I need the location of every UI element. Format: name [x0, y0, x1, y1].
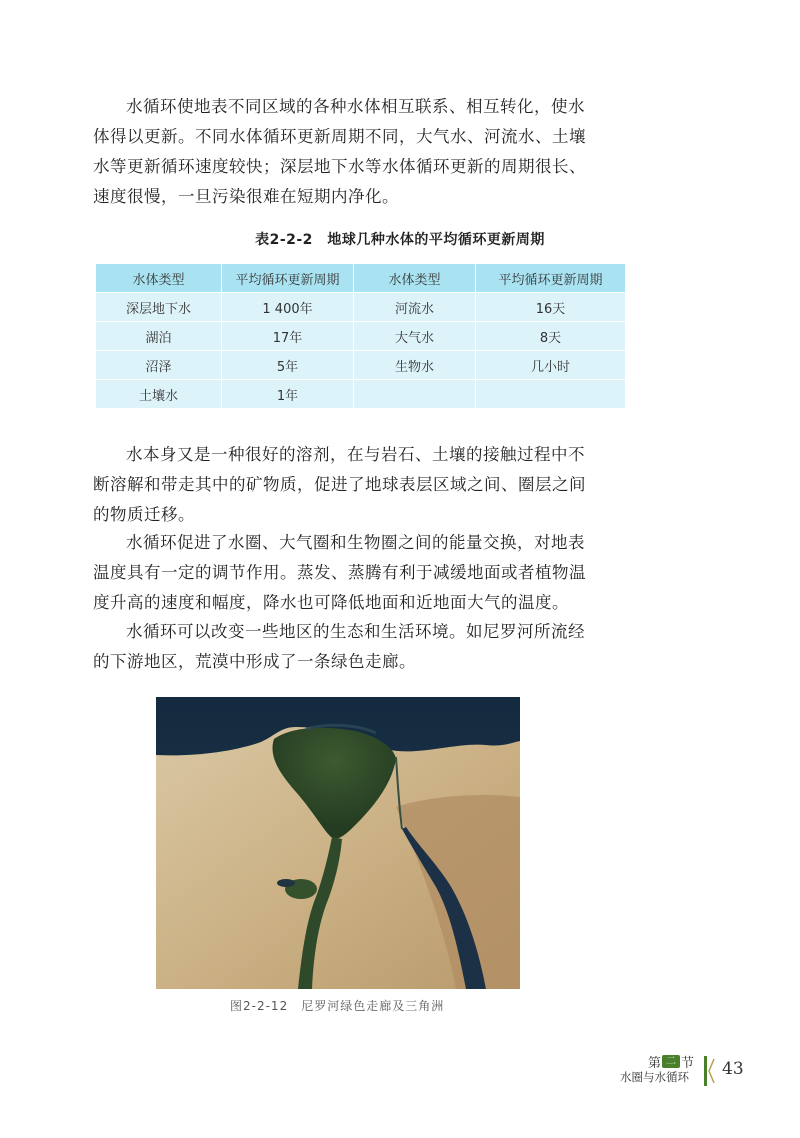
table-cell — [354, 380, 476, 409]
section-suffix: 节 — [681, 1056, 695, 1071]
table-row — [96, 293, 626, 322]
table-cell: 沼泽 — [96, 351, 222, 380]
table-header: 水体类型 — [96, 264, 222, 293]
section-subtitle: 水圈与水循环 — [620, 1070, 689, 1084]
table-cell: 生物水 — [354, 351, 476, 380]
table-title: 表2-2-2 地球几种水体的平均循环更新周期 — [255, 232, 545, 248]
paragraph-energy-exchange: 水循环促进了水圈、大气圈和生物圈之间的能量交换，对地表温度具有一定的调节作用。蒸发、蒸腾有利于减缓地面或者植物温度升高的速度和幅度，降水也可降低地面和近地面大气的温度。 — [93, 533, 586, 612]
footer-chevron-icon — [704, 1056, 716, 1086]
section-prefix: 第 — [648, 1056, 662, 1071]
table-header: 平均循环更新周期 — [476, 264, 626, 293]
table-cell: 17年 — [222, 322, 354, 351]
table-cell: 5年 — [222, 351, 354, 380]
page-number: 43 — [722, 1059, 744, 1079]
page-footer — [600, 1052, 750, 1092]
table-cell: 河流水 — [354, 293, 476, 322]
table-cell: 16天 — [476, 293, 626, 322]
nile-satellite-image — [156, 697, 520, 989]
nile-satellite-illustration — [156, 697, 520, 989]
table-cell: 几小时 — [476, 351, 626, 380]
table-cell: 深层地下水 — [96, 293, 222, 322]
renewal-period-table — [95, 263, 626, 409]
table-cell: 湖泊 — [96, 322, 222, 351]
table-cell: 1年 — [222, 380, 354, 409]
paragraph-solvent: 水本身又是一种很好的溶剂，在与岩石、土壤的接触过程中不断溶解和带走其中的矿物质，促进了地球表层区域之间、圈层之间的物质迁移。 — [93, 445, 586, 524]
table-row — [96, 322, 626, 351]
table-row — [96, 351, 626, 380]
table-header-row — [96, 264, 626, 293]
table-cell — [476, 380, 626, 409]
table-cell: 8天 — [476, 322, 626, 351]
paragraph-ecology: 水循环可以改变一些地区的生态和生活环境。如尼罗河所流经的下游地区，荒漠中形成了一条绿色走廊。 — [93, 622, 585, 671]
table-cell: 土壤水 — [96, 380, 222, 409]
table-header: 平均循环更新周期 — [222, 264, 354, 293]
section-number-badge: 二 — [662, 1055, 680, 1068]
table-cell: 大气水 — [354, 322, 476, 351]
table-cell: 1 400年 — [222, 293, 354, 322]
figure-caption: 图2-2-12 尼罗河绿色走廊及三角洲 — [230, 999, 445, 1013]
paragraph-water-renewal: 水循环使地表不同区域的各种水体相互联系、相互转化，使水体得以更新。不同水体循环更新周期不同，大气水、河流水、土壤水等更新循环速度较快；深层地下水等水体循环更新的周期很长、速度很慢，一旦污染很难在短期内净化。 — [93, 97, 586, 206]
table-row — [96, 380, 626, 409]
table-header: 水体类型 — [354, 264, 476, 293]
